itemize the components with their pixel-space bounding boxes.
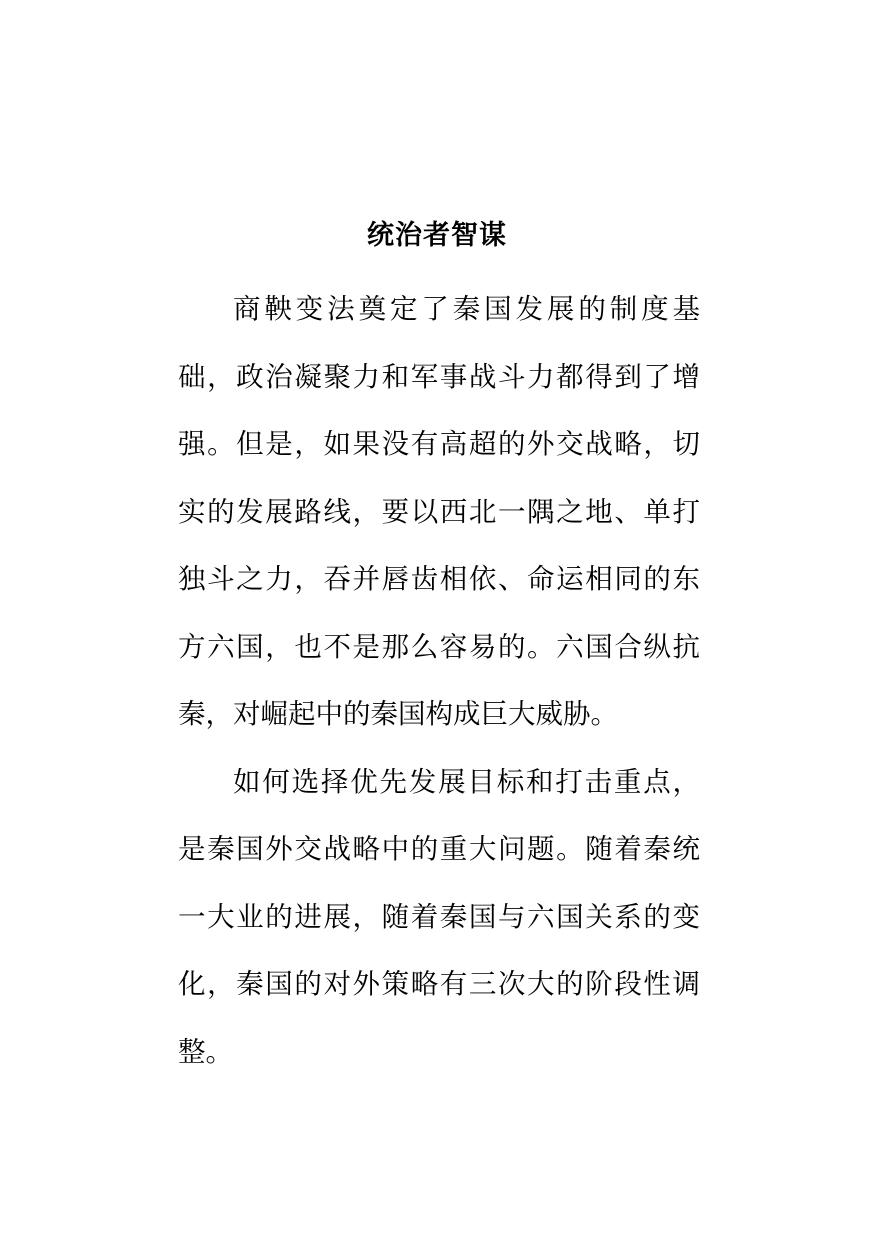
document-body bbox=[178, 276, 700, 1086]
paragraph-1: 商鞅变法奠定了秦国发展的制度基础，政治凝聚力和军事战斗力都得到了增强。但是，如果没有高超的外交战略，切实的发展路线，要以西北一隅之地、单打独斗之力，吞并唇齿相依、命运相同的东方六国，也不是那么容易的。六国合纵抗秦，对崛起中的秦国构成巨大威胁。 bbox=[178, 293, 700, 730]
paragraph-2: 如何选择优先发展目标和打击重点，是秦国外交战略中的重大问题。随着秦统一大业的进展，随着秦国与六国关系的变化，秦国的对外策略有三次大的阶段性调整。 bbox=[178, 765, 700, 1068]
document-title: 统治者智谋 bbox=[367, 220, 507, 251]
